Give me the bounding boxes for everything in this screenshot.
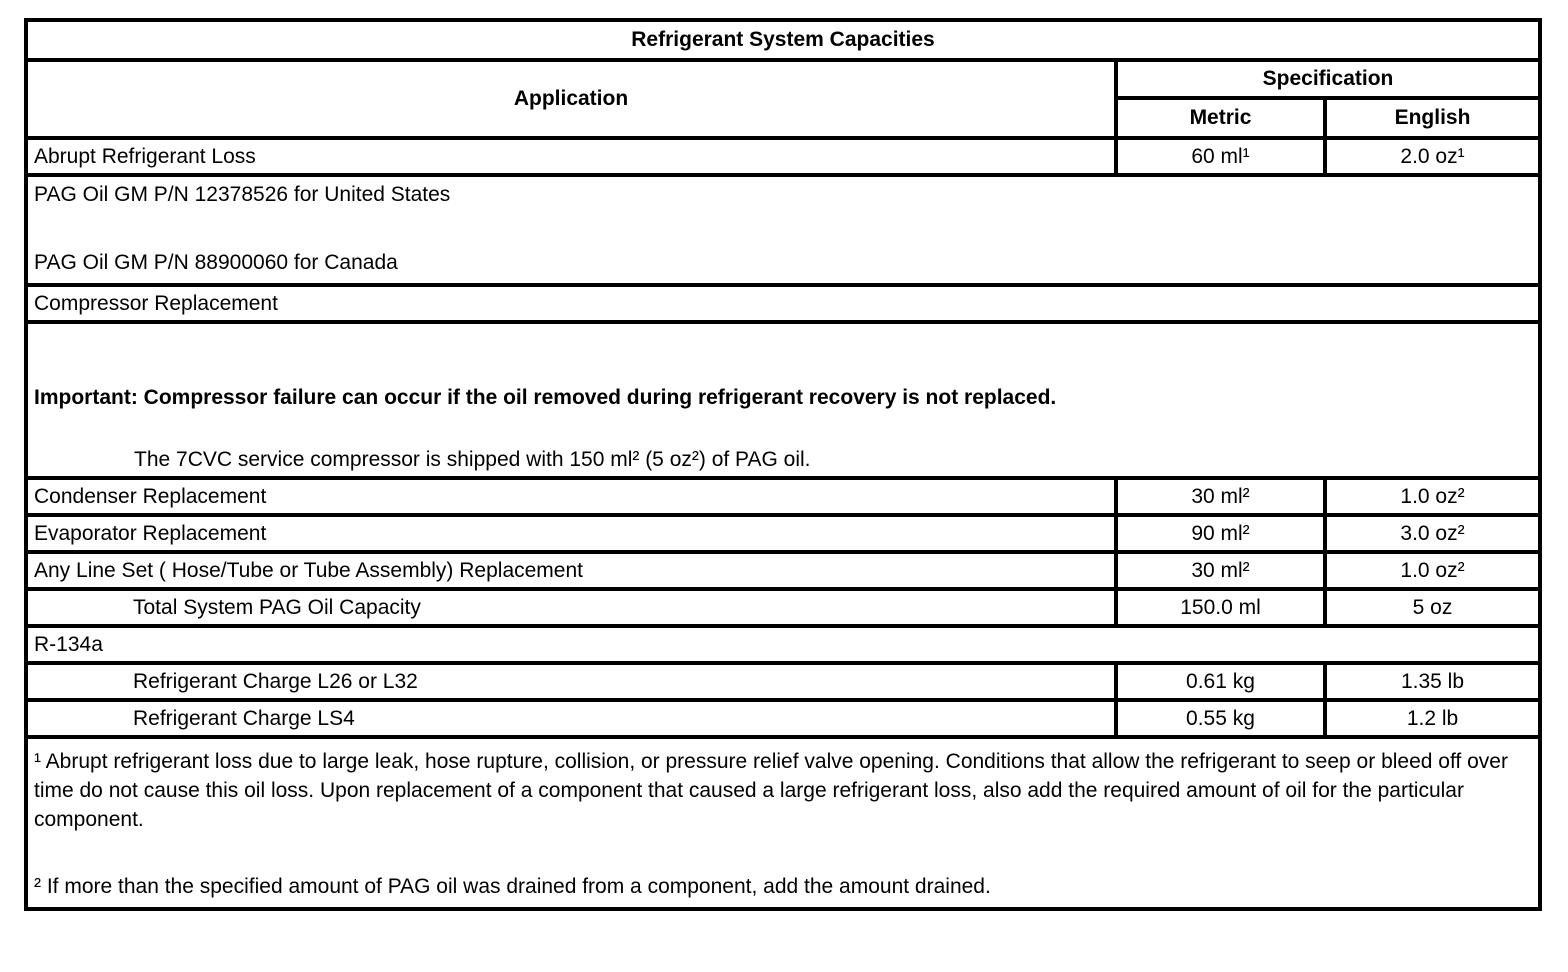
- metric-cell: 0.55 kg: [1116, 700, 1325, 737]
- compressor-replacement: Compressor Replacement: [26, 285, 1540, 322]
- table-row: [26, 663, 1540, 700]
- english-cell: 1.0 oz²: [1325, 478, 1540, 515]
- english-cell: 1.2 lb: [1325, 700, 1540, 737]
- refrigerant-type: R-134a: [26, 626, 1540, 663]
- pag-oil-canada: PAG Oil GM P/N 88900060 for Canada: [34, 251, 398, 274]
- pag-oil-part-numbers: [26, 175, 1540, 285]
- english-cell: 5 oz: [1325, 589, 1540, 626]
- refrigerant-capacities-table: [24, 18, 1542, 911]
- header-application: Application: [26, 60, 1116, 138]
- important-text: Important: Compressor failure can occur if the oil removed during refrigerant recovery is not replaced.: [34, 386, 1057, 409]
- application-cell: Refrigerant Charge LS4: [26, 700, 1116, 737]
- table-row: [26, 478, 1540, 515]
- table-row: [26, 552, 1540, 589]
- table-row: [26, 515, 1540, 552]
- footnotes: [26, 737, 1540, 909]
- english-cell: 3.0 oz²: [1325, 515, 1540, 552]
- header-english: English: [1325, 98, 1540, 138]
- table-row: [26, 700, 1540, 737]
- application-cell: Abrupt Refrigerant Loss: [26, 138, 1116, 175]
- metric-cell: 0.61 kg: [1116, 663, 1325, 700]
- footnote-1: ¹ Abrupt refrigerant loss due to large leak, hose rupture, collision, or pressure relief valve opening. Conditions that allow the refrigerant to seep or bleed off over time do not cause this oil loss. Upon replacement of a component that caused a large refrigerant loss, also add the required amount of oil for the particular component.: [34, 750, 1508, 831]
- table-row: [26, 589, 1540, 626]
- metric-cell: 30 ml²: [1116, 478, 1325, 515]
- application-cell: Evaporator Replacement: [26, 515, 1116, 552]
- application-cell: Any Line Set ( Hose/Tube or Tube Assembly) Replacement: [26, 552, 1116, 589]
- compressor-note: The 7CVC service compressor is shipped with 150 ml² (5 oz²) of PAG oil.: [134, 448, 811, 471]
- english-cell: 1.35 lb: [1325, 663, 1540, 700]
- important-notice: [26, 322, 1540, 478]
- application-cell: Refrigerant Charge L26 or L32: [26, 663, 1116, 700]
- footnote-2: ² If more than the specified amount of PAG oil was drained from a component, add the amount drained.: [34, 875, 991, 898]
- pag-oil-us: PAG Oil GM P/N 12378526 for United States: [34, 183, 451, 206]
- header-specification: Specification: [1116, 60, 1540, 98]
- header-metric: Metric: [1116, 98, 1325, 138]
- table-row: [26, 138, 1540, 175]
- application-cell: Total System PAG Oil Capacity: [26, 589, 1116, 626]
- metric-cell: 60 ml¹: [1116, 138, 1325, 175]
- metric-cell: 30 ml²: [1116, 552, 1325, 589]
- table-title: Refrigerant System Capacities: [26, 20, 1540, 60]
- english-cell: 1.0 oz²: [1325, 552, 1540, 589]
- application-cell: Condenser Replacement: [26, 478, 1116, 515]
- metric-cell: 150.0 ml: [1116, 589, 1325, 626]
- english-cell: 2.0 oz¹: [1325, 138, 1540, 175]
- metric-cell: 90 ml²: [1116, 515, 1325, 552]
